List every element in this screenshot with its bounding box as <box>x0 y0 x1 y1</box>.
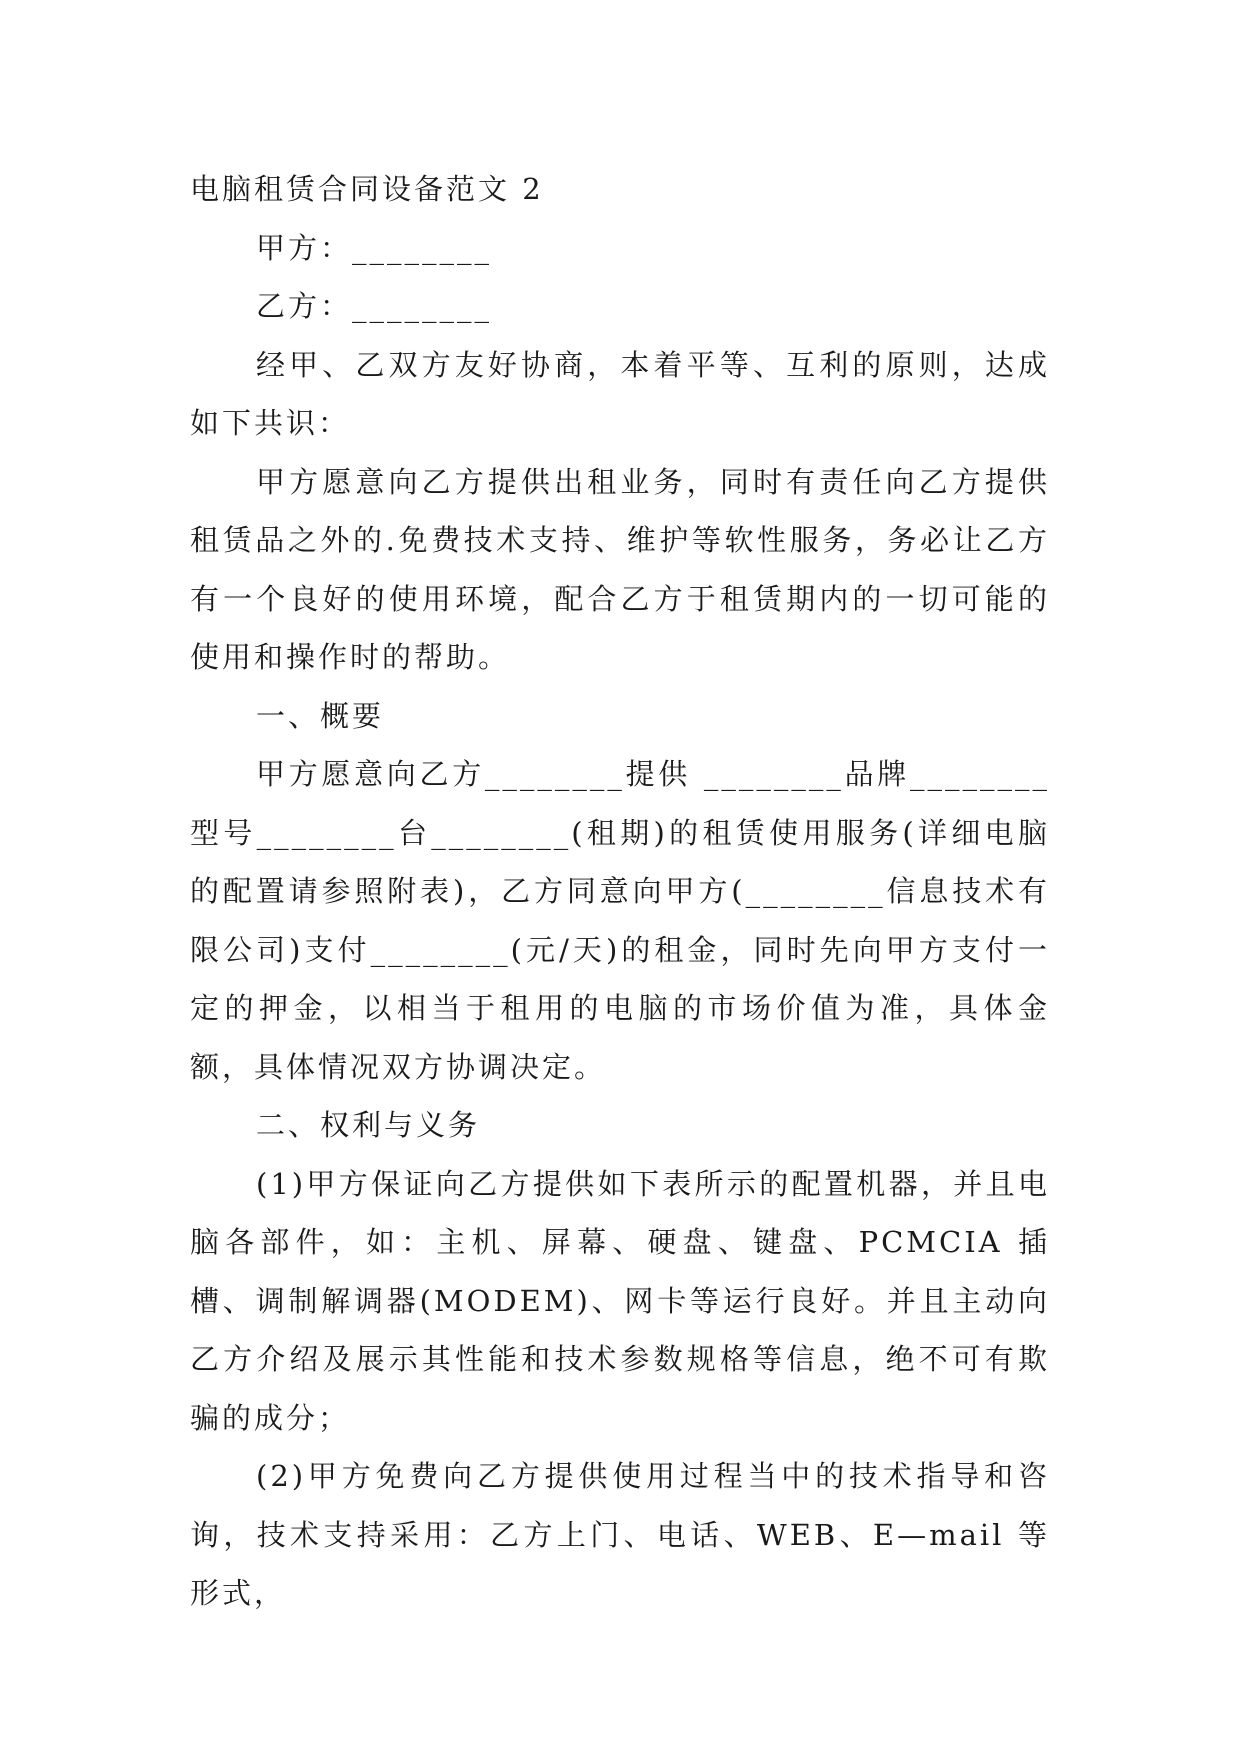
document-body <box>190 160 1050 1623</box>
service-paragraph: 甲方愿意向乙方提供出租业务，同时有责任向乙方提供租赁品之外的.免费技术支持、维护等软性服务，务必让乙方有一个良好的使用环境，配合乙方于租赁期内的一切可能的使用和操作时的帮助。 <box>190 464 1050 674</box>
document-title: 电脑租赁合同设备范文 2 <box>190 172 544 206</box>
overview-paragraph: 甲方愿意向乙方________提供 ________品牌________型号________台________(租期)的租赁使用服务(详细电脑的配置请参照附表)，乙方同意向甲方(________信息技术有限公司)支付________(元/天)的租金，同时先向甲方支付一定的押金，以相当于租用的电脑的市场价值为准，具体金额，具体情况双方协调决定。 <box>190 757 1050 1084</box>
party-a-line: 甲方：________ <box>256 230 493 265</box>
party-b-line: 乙方：________ <box>256 289 493 323</box>
section-heading-overview: 一、概要 <box>256 698 385 733</box>
clause-1-paragraph: (1)甲方保证向乙方提供如下表所示的配置机器，并且电脑各部件，如：主机、屏幕、硬盘、键盘、PCMCIA 插槽、调制解调器(MODEM)、网卡等运行良好。并且主动向乙方介绍及展示其性能和技术参数规格等信息，绝不可有欺骗的成分； <box>190 1166 1050 1435</box>
consensus-paragraph: 经甲、乙双方友好协商，本着平等、互利的原则，达成如下共识： <box>190 347 1050 440</box>
clause-2-paragraph: (2)甲方免费向乙方提供使用过程当中的技术指导和咨询，技术支持采用：乙方上门、电话、WEB、E—mail 等形式， <box>190 1459 1050 1610</box>
section-heading-rights: 二、权利与义务 <box>256 1108 481 1142</box>
